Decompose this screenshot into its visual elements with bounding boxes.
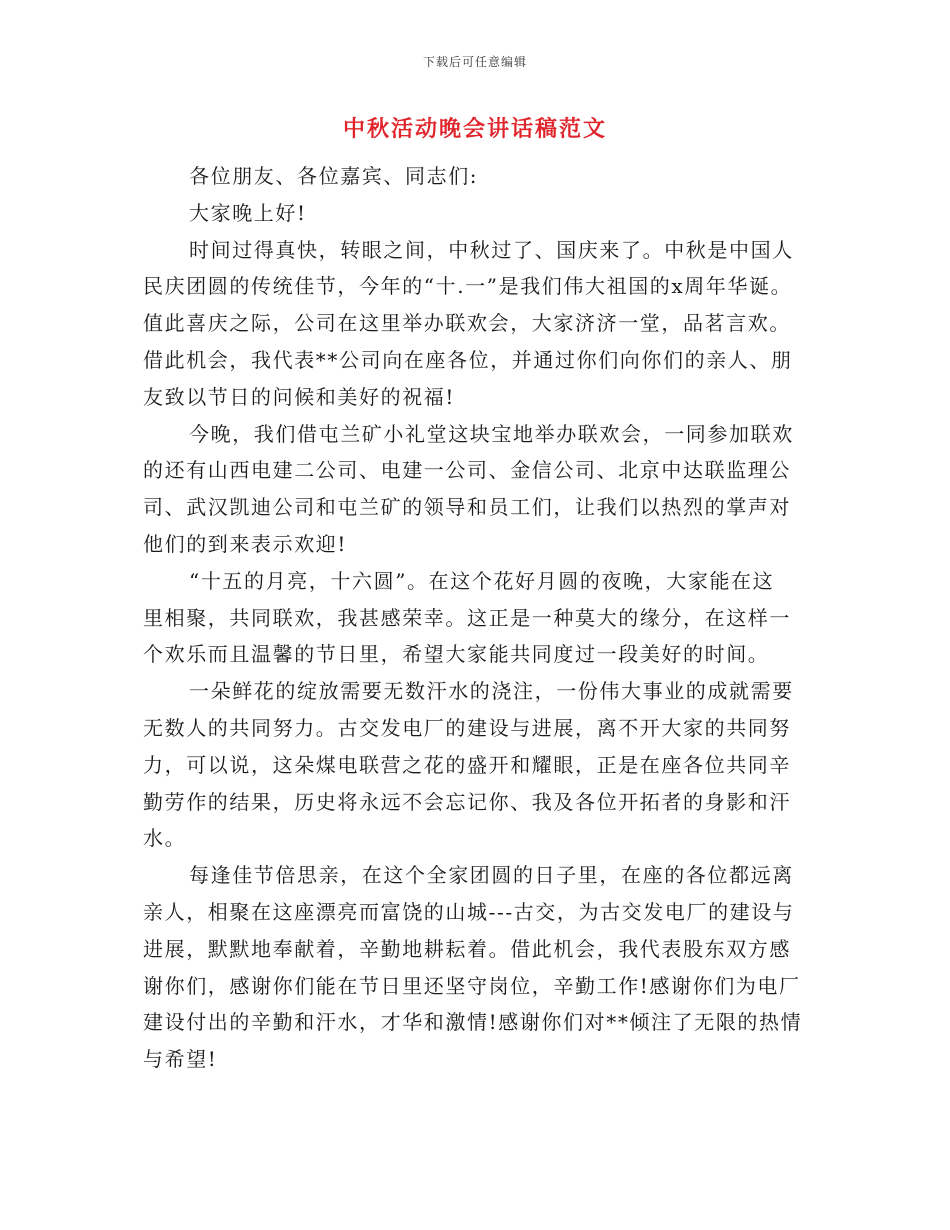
body-line: 水。 [143,826,187,851]
body-line: 友致以节日的问候和美好的祝福! [143,384,456,409]
body-line: 今晚，我们借屯兰矿小礼堂这块宝地举办联欢会，一同参加联欢 [189,421,794,446]
body-line: 无数人的共同努力。古交发电厂的建设与进展，离不开大家的共同努 [143,715,791,740]
body-line: 的还有山西电建二公司、电建一公司、金信公司、北京中达联监理公 [143,458,791,483]
body-line: 各位朋友、各位嘉宾、同志们: [189,164,479,188]
body-line: 他们的到来表示欢迎! [143,531,348,556]
body-line: 一朵鲜花的绽放需要无数汗水的浇注，一份伟大事业的成就需要 [189,679,794,704]
body-line: “十五的月亮，十六圆”。在这个花好月圆的夜晚，大家能在这 [189,568,775,593]
body-line: 时间过得真快，转眼之间，中秋过了、国庆来了。中秋是中国人 [189,237,794,262]
document-body [143,158,815,1078]
page-header-note: 下载后可任意编辑 [422,55,527,69]
body-line: 与希望! [143,1047,218,1072]
body-line: 亲人，相聚在这座漂亮而富饶的山城---古交，为古交发电厂的建设与 [143,899,795,924]
body-line: 大家晚上好! [189,200,307,225]
body-line: 进展，默默地奉献着，辛勤地耕耘着。借此机会，我代表股东双方感 [143,936,791,961]
body-line: 值此喜庆之际，公司在这里举办联欢会，大家济济一堂，品茗言欢。 [143,311,791,336]
body-line: 司、武汉凯迪公司和屯兰矿的领导和员工们，让我们以热烈的掌声对 [143,495,791,520]
body-line: 勤劳作的结果，历史将永远不会忘记你、我及各位开拓者的身影和汗 [143,789,791,814]
body-line: 谢你们，感谢你们能在节日里还坚守岗位，辛勤工作!感谢你们为电厂 [143,973,801,998]
body-line: 建设付出的辛勤和汗水，才华和激情!感谢你们对**倾注了无限的热情 [143,1010,803,1035]
body-line: 每逢佳节倍思亲，在这个全家团圆的日子里，在座的各位都远离 [189,863,794,888]
body-line: 民庆团圆的传统佳节，今年的“十.一”是我们伟大祖国的x周年华诞。 [143,274,793,299]
body-line: 个欢乐而且温馨的节日里，希望大家能共同度过一段美好的时间。 [143,642,770,667]
document-title: 中秋活动晚会讲话稿范文 [342,116,607,142]
body-line: 力，可以说，这朵煤电联营之花的盛开和耀眼，正是在座各位共同辛 [143,752,791,777]
body-line: 里相聚，共同联欢，我甚感荣幸。这正是一种莫大的缘分，在这样一 [143,605,791,630]
body-line: 借此机会，我代表**公司向在座各位，并通过你们向你们的亲人、朋 [143,347,793,372]
